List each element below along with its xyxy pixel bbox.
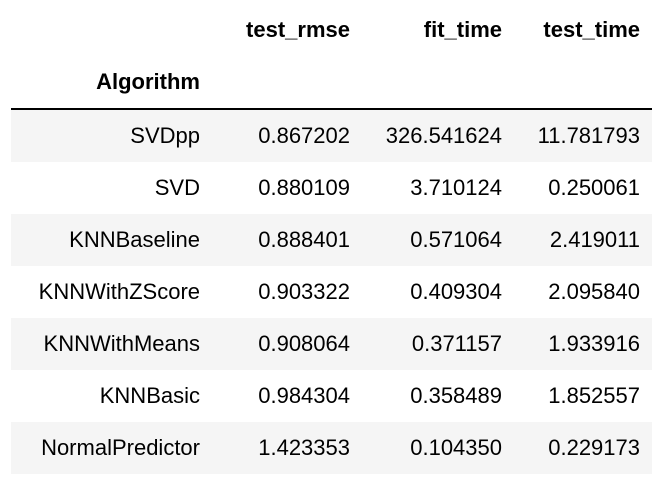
cell-test-time: 1.933916: [548, 331, 640, 356]
index-name-row: [11, 56, 652, 109]
row-algorithm: KNNWithMeans: [43, 331, 200, 356]
column-header-fit-time: fit_time: [423, 17, 502, 42]
table-row: [11, 422, 652, 474]
cell-test-time: 0.250061: [548, 175, 640, 200]
column-header-row: [11, 4, 652, 56]
index-name-header: Algorithm: [11, 56, 212, 109]
table-row: [11, 370, 652, 422]
table-row: [11, 109, 652, 162]
cell-test-rmse: 0.903322: [258, 279, 350, 304]
index-name-blank: [212, 56, 362, 109]
results-table: [11, 4, 652, 474]
cell-test-rmse: 0.880109: [258, 175, 350, 200]
table-row: [11, 214, 652, 266]
cell-test-time: 11.781793: [537, 123, 640, 148]
cell-fit-time: 0.358489: [410, 383, 502, 408]
cell-test-rmse: 0.888401: [258, 227, 350, 252]
cell-test-rmse: 1.423353: [258, 435, 350, 460]
row-algorithm: KNNBaseline: [69, 227, 200, 252]
index-name-blank: [362, 56, 514, 109]
table-header: [11, 4, 652, 109]
table-row: [11, 266, 652, 318]
column-header-test-time: test_time: [543, 17, 640, 42]
table-row: [11, 318, 652, 370]
column-header-test-rmse: test_rmse: [246, 17, 350, 42]
cell-fit-time: 0.409304: [410, 279, 502, 304]
row-algorithm: SVD: [154, 175, 200, 200]
cell-test-time: 2.095840: [548, 279, 640, 304]
cell-fit-time: 0.571064: [410, 227, 502, 252]
row-algorithm: KNNWithZScore: [38, 279, 200, 304]
table-body: [11, 109, 652, 474]
row-algorithm: SVDpp: [130, 123, 200, 148]
cell-test-rmse: 0.867202: [258, 123, 350, 148]
cell-fit-time: 3.710124: [410, 175, 502, 200]
cell-fit-time: 0.104350: [410, 435, 502, 460]
cell-test-time: 0.229173: [548, 435, 640, 460]
row-algorithm: KNNBasic: [99, 383, 200, 408]
cell-fit-time: 0.371157: [411, 331, 502, 356]
table-row: [11, 162, 652, 214]
cell-test-time: 2.419011: [549, 227, 640, 252]
index-name-blank: [514, 56, 652, 109]
header-blank-cell: [11, 4, 212, 56]
cell-test-time: 1.852557: [548, 383, 640, 408]
cell-test-rmse: 0.908064: [258, 331, 350, 356]
cell-fit-time: 326.541624: [385, 123, 502, 148]
cell-test-rmse: 0.984304: [258, 383, 350, 408]
row-algorithm: NormalPredictor: [41, 435, 200, 460]
